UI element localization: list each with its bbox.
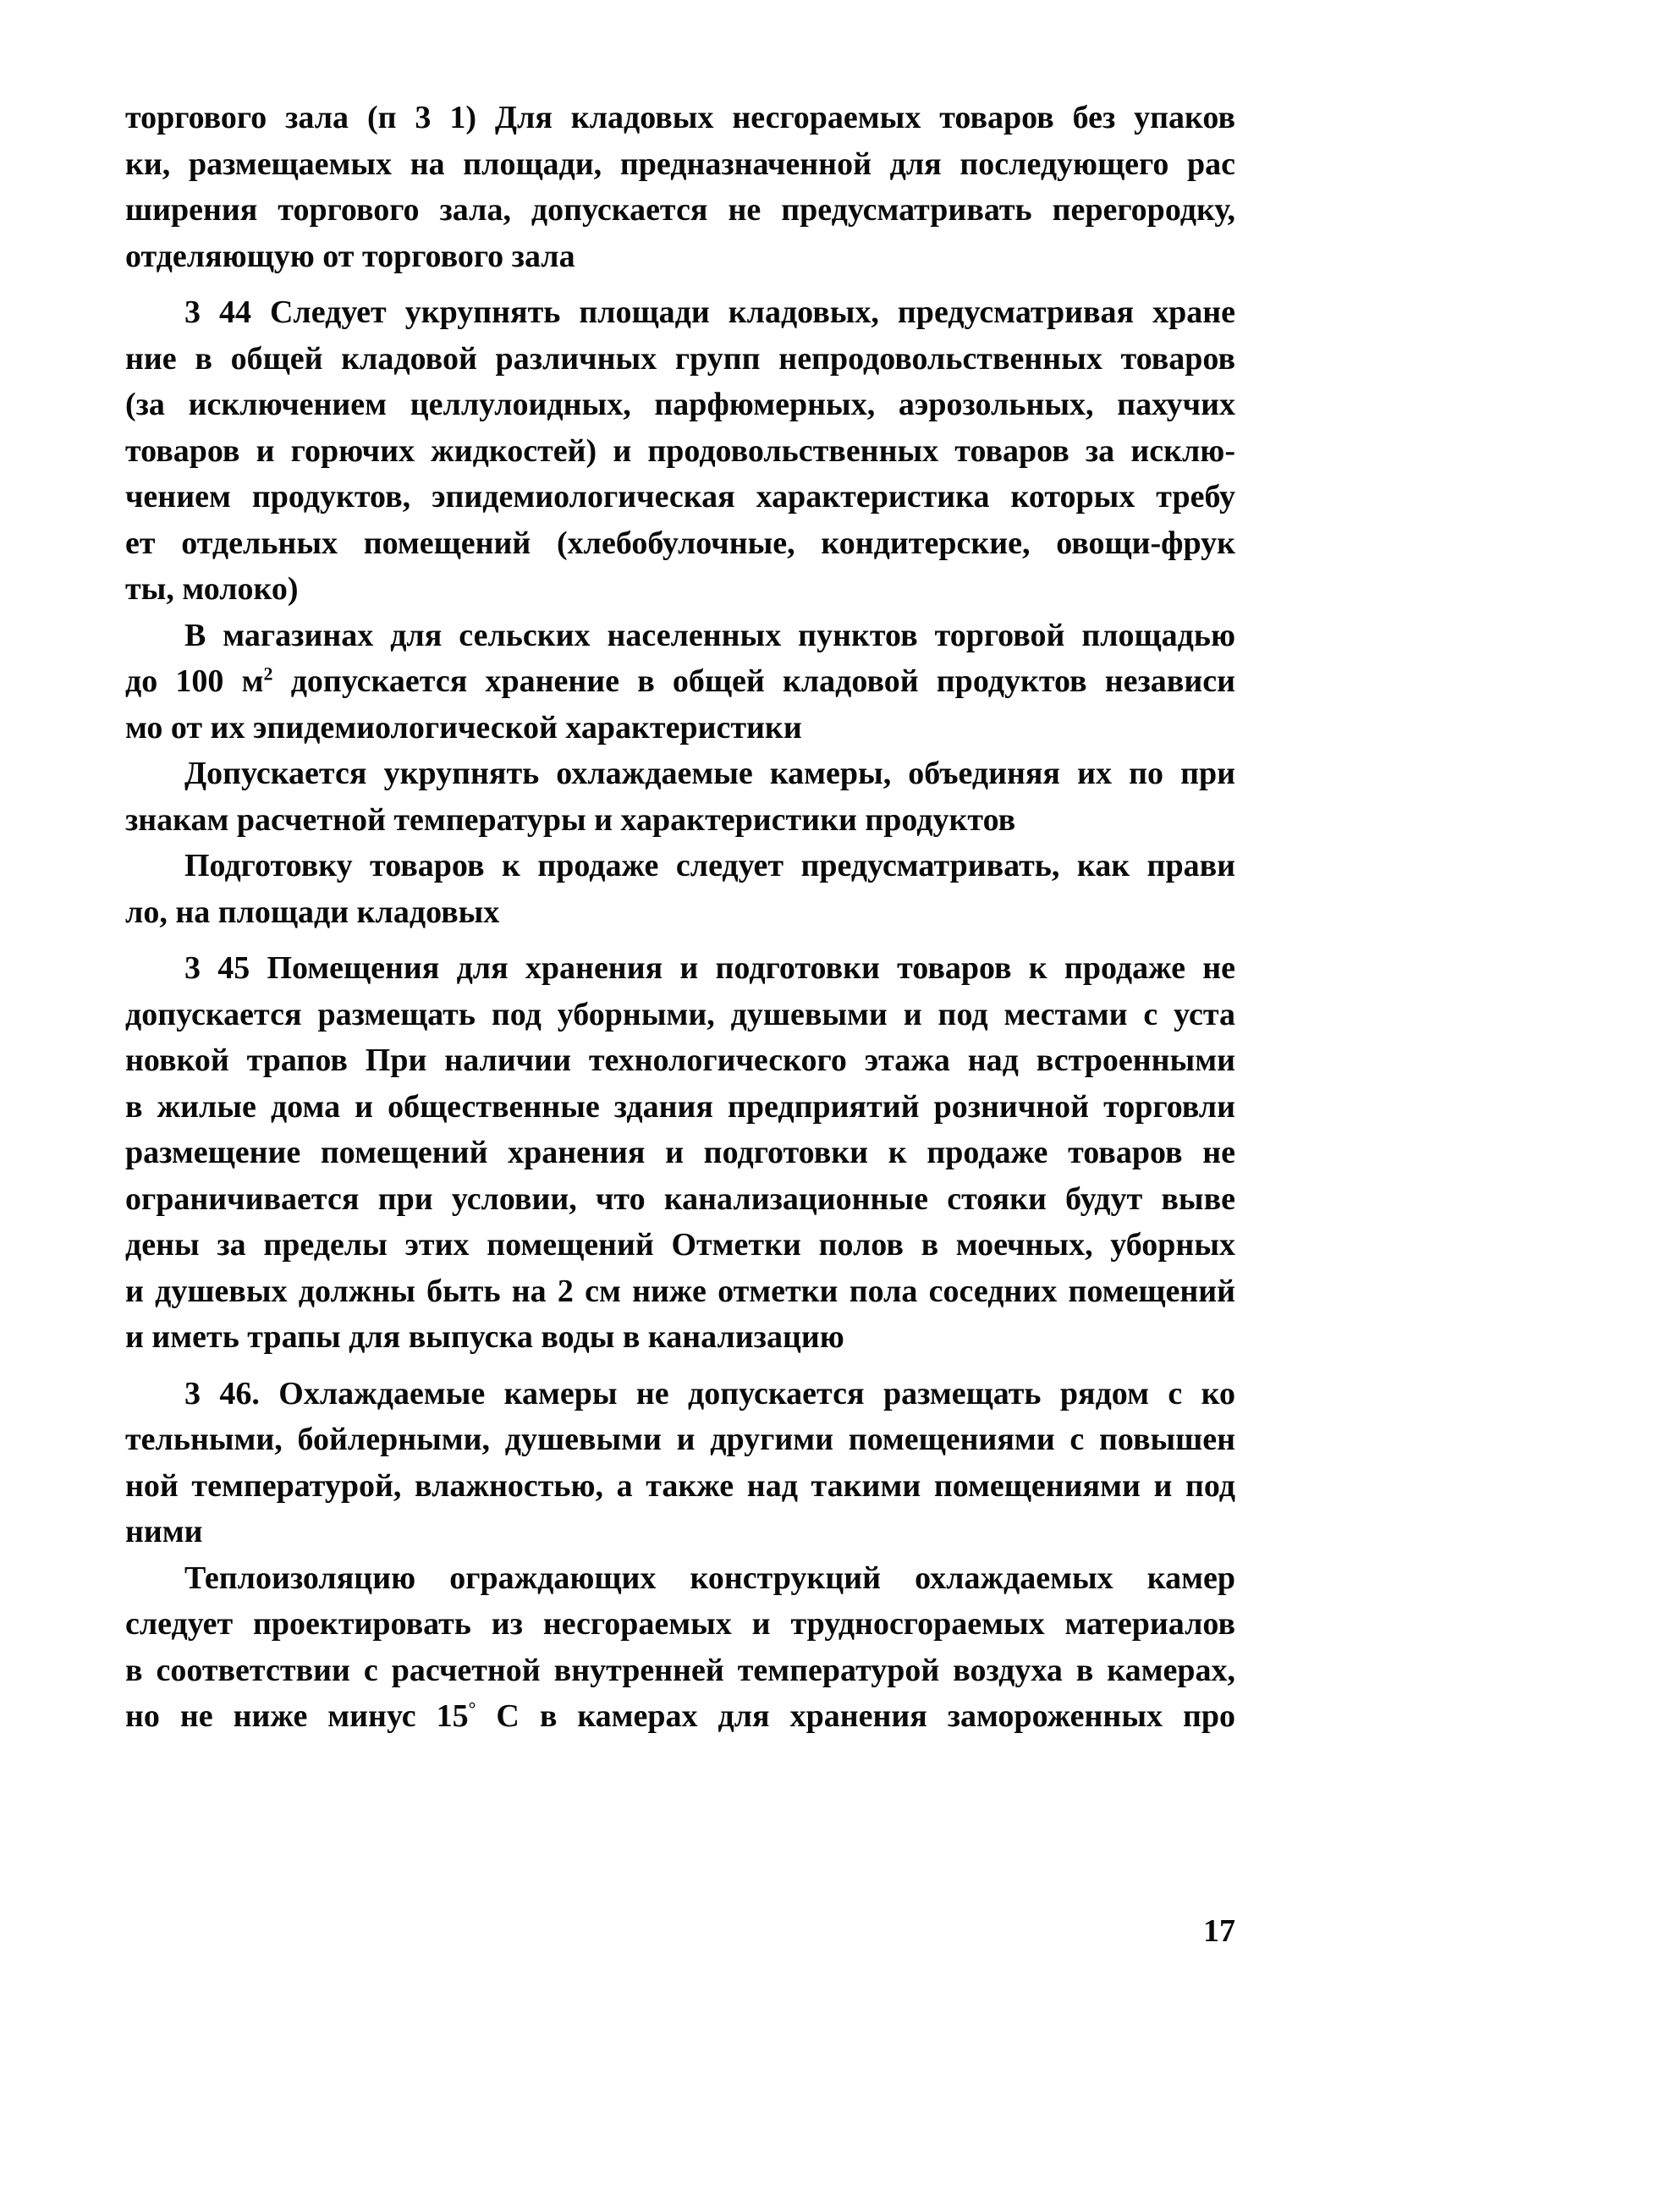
paragraph-thermal-insulation (125, 1555, 1235, 1740)
text-line: ной температурой, влажностью, а также над такими помещениями и под (125, 1467, 1235, 1504)
text-line (125, 658, 1235, 705)
paragraph-rural-stores (125, 613, 1235, 751)
text-line: 3 45 Помещения для хранения и подготовки товаров к продаже не (184, 950, 1235, 986)
document-body (125, 95, 1235, 1740)
text-line: отделяющую от торгового зала (125, 238, 575, 274)
text-line: 3 44 Следует укрупнять площади кладовых, предусматривая хране (184, 294, 1235, 330)
text-line: в жилые дома и общественные здания предприятий розничной торговли (125, 1088, 1235, 1125)
superscript-2: 2 (263, 663, 273, 685)
text-line: и душевых должны быть на 2 см ниже отметки пола соседних помещений (125, 1273, 1235, 1309)
text-line: знакам расчетной температуры и характеристики продуктов (125, 801, 1016, 838)
text-line: ет отдельных помещений (хлебобулочные, кондитерские, овощи-фрук (125, 525, 1235, 561)
text-line (125, 1693, 1235, 1740)
text-line: новкой трапов При наличии технологического этажа над встроенными (125, 1043, 1235, 1078)
text-fragment: до 100 м (125, 663, 264, 699)
text-line: и иметь трапы для выпуска воды в канализацию (125, 1319, 844, 1355)
text-line: ними (125, 1514, 203, 1549)
text-line: дены за пределы этих помещений Отметки полов в моечных, уборных (125, 1227, 1235, 1263)
page-number: 17 (1203, 1913, 1235, 1949)
text-line: мо от их эпидемиологической характеристики (125, 709, 802, 746)
text-line: Подготовку товаров к продаже следует предусматривать, как прави (184, 848, 1235, 883)
text-line: ты, молоко) (125, 571, 299, 607)
text-line: ло, на площади кладовых (125, 894, 500, 930)
text-line: ки, размещаемых на площади, предназначенной для последующего рас (125, 146, 1235, 182)
paragraph-goods-preparation (125, 843, 1235, 935)
text-line: Допускается укрупнять охлаждаемые камеры, объединяя их по при (184, 756, 1235, 791)
text-line: ограничивается при условии, что канализационные стояки будут выве (125, 1180, 1235, 1217)
text-line: ширения торгового зала, допускается не предусматривать перегородку, (125, 192, 1235, 228)
paragraph-3-45 (125, 945, 1235, 1361)
text-fragment: С в камерах для хранения замороженных про (476, 1698, 1235, 1734)
text-line: товаров и горючих жидкостей) и продовольственных товаров за исклю- (125, 432, 1235, 469)
text-line: (за исключением целлулоидных, парфюмерных, аэрозольных, пахучих (125, 387, 1235, 422)
paragraph-3-44 (125, 289, 1235, 613)
degree-symbol: ° (468, 1698, 476, 1720)
text-line: чением продуктов, эпидемиологическая характеристика которых требу (125, 479, 1235, 514)
text-line: торгового зала (п 3 1) Для кладовых несгораемых товаров без упаков (125, 100, 1235, 135)
paragraph-1 (125, 95, 1235, 279)
text-line: допускается размещать под уборными, душевыми и под местами с уста (125, 996, 1235, 1032)
text-line: тельными, бойлерными, душевыми и другими помещениями с повышен (125, 1422, 1235, 1457)
text-line: Теплоизоляцию ограждающих конструкций охлаждаемых камер (184, 1560, 1235, 1596)
text-fragment: но не ниже минус 15 (125, 1698, 469, 1734)
text-line: размещение помещений хранения и подготовки к продаже товаров не (125, 1135, 1235, 1170)
text-fragment: допускается хранение в общей кладовой продуктов независи (272, 663, 1235, 699)
text-line: ние в общей кладовой различных групп непродовольственных товаров (125, 340, 1235, 377)
paragraph-3-46 (125, 1371, 1235, 1555)
text-line: 3 46. Охлаждаемые камеры не допускается размещать рядом с ко (184, 1375, 1235, 1411)
paragraph-cooling-chambers (125, 751, 1235, 843)
text-line: следует проектировать из несгораемых и трудносгораемых материалов (125, 1606, 1235, 1642)
text-line: В магазинах для сельских населенных пунктов торговой площадью (184, 617, 1235, 653)
text-line: в соответствии с расчетной внутренней температурой воздуха в камерах, (125, 1652, 1235, 1688)
